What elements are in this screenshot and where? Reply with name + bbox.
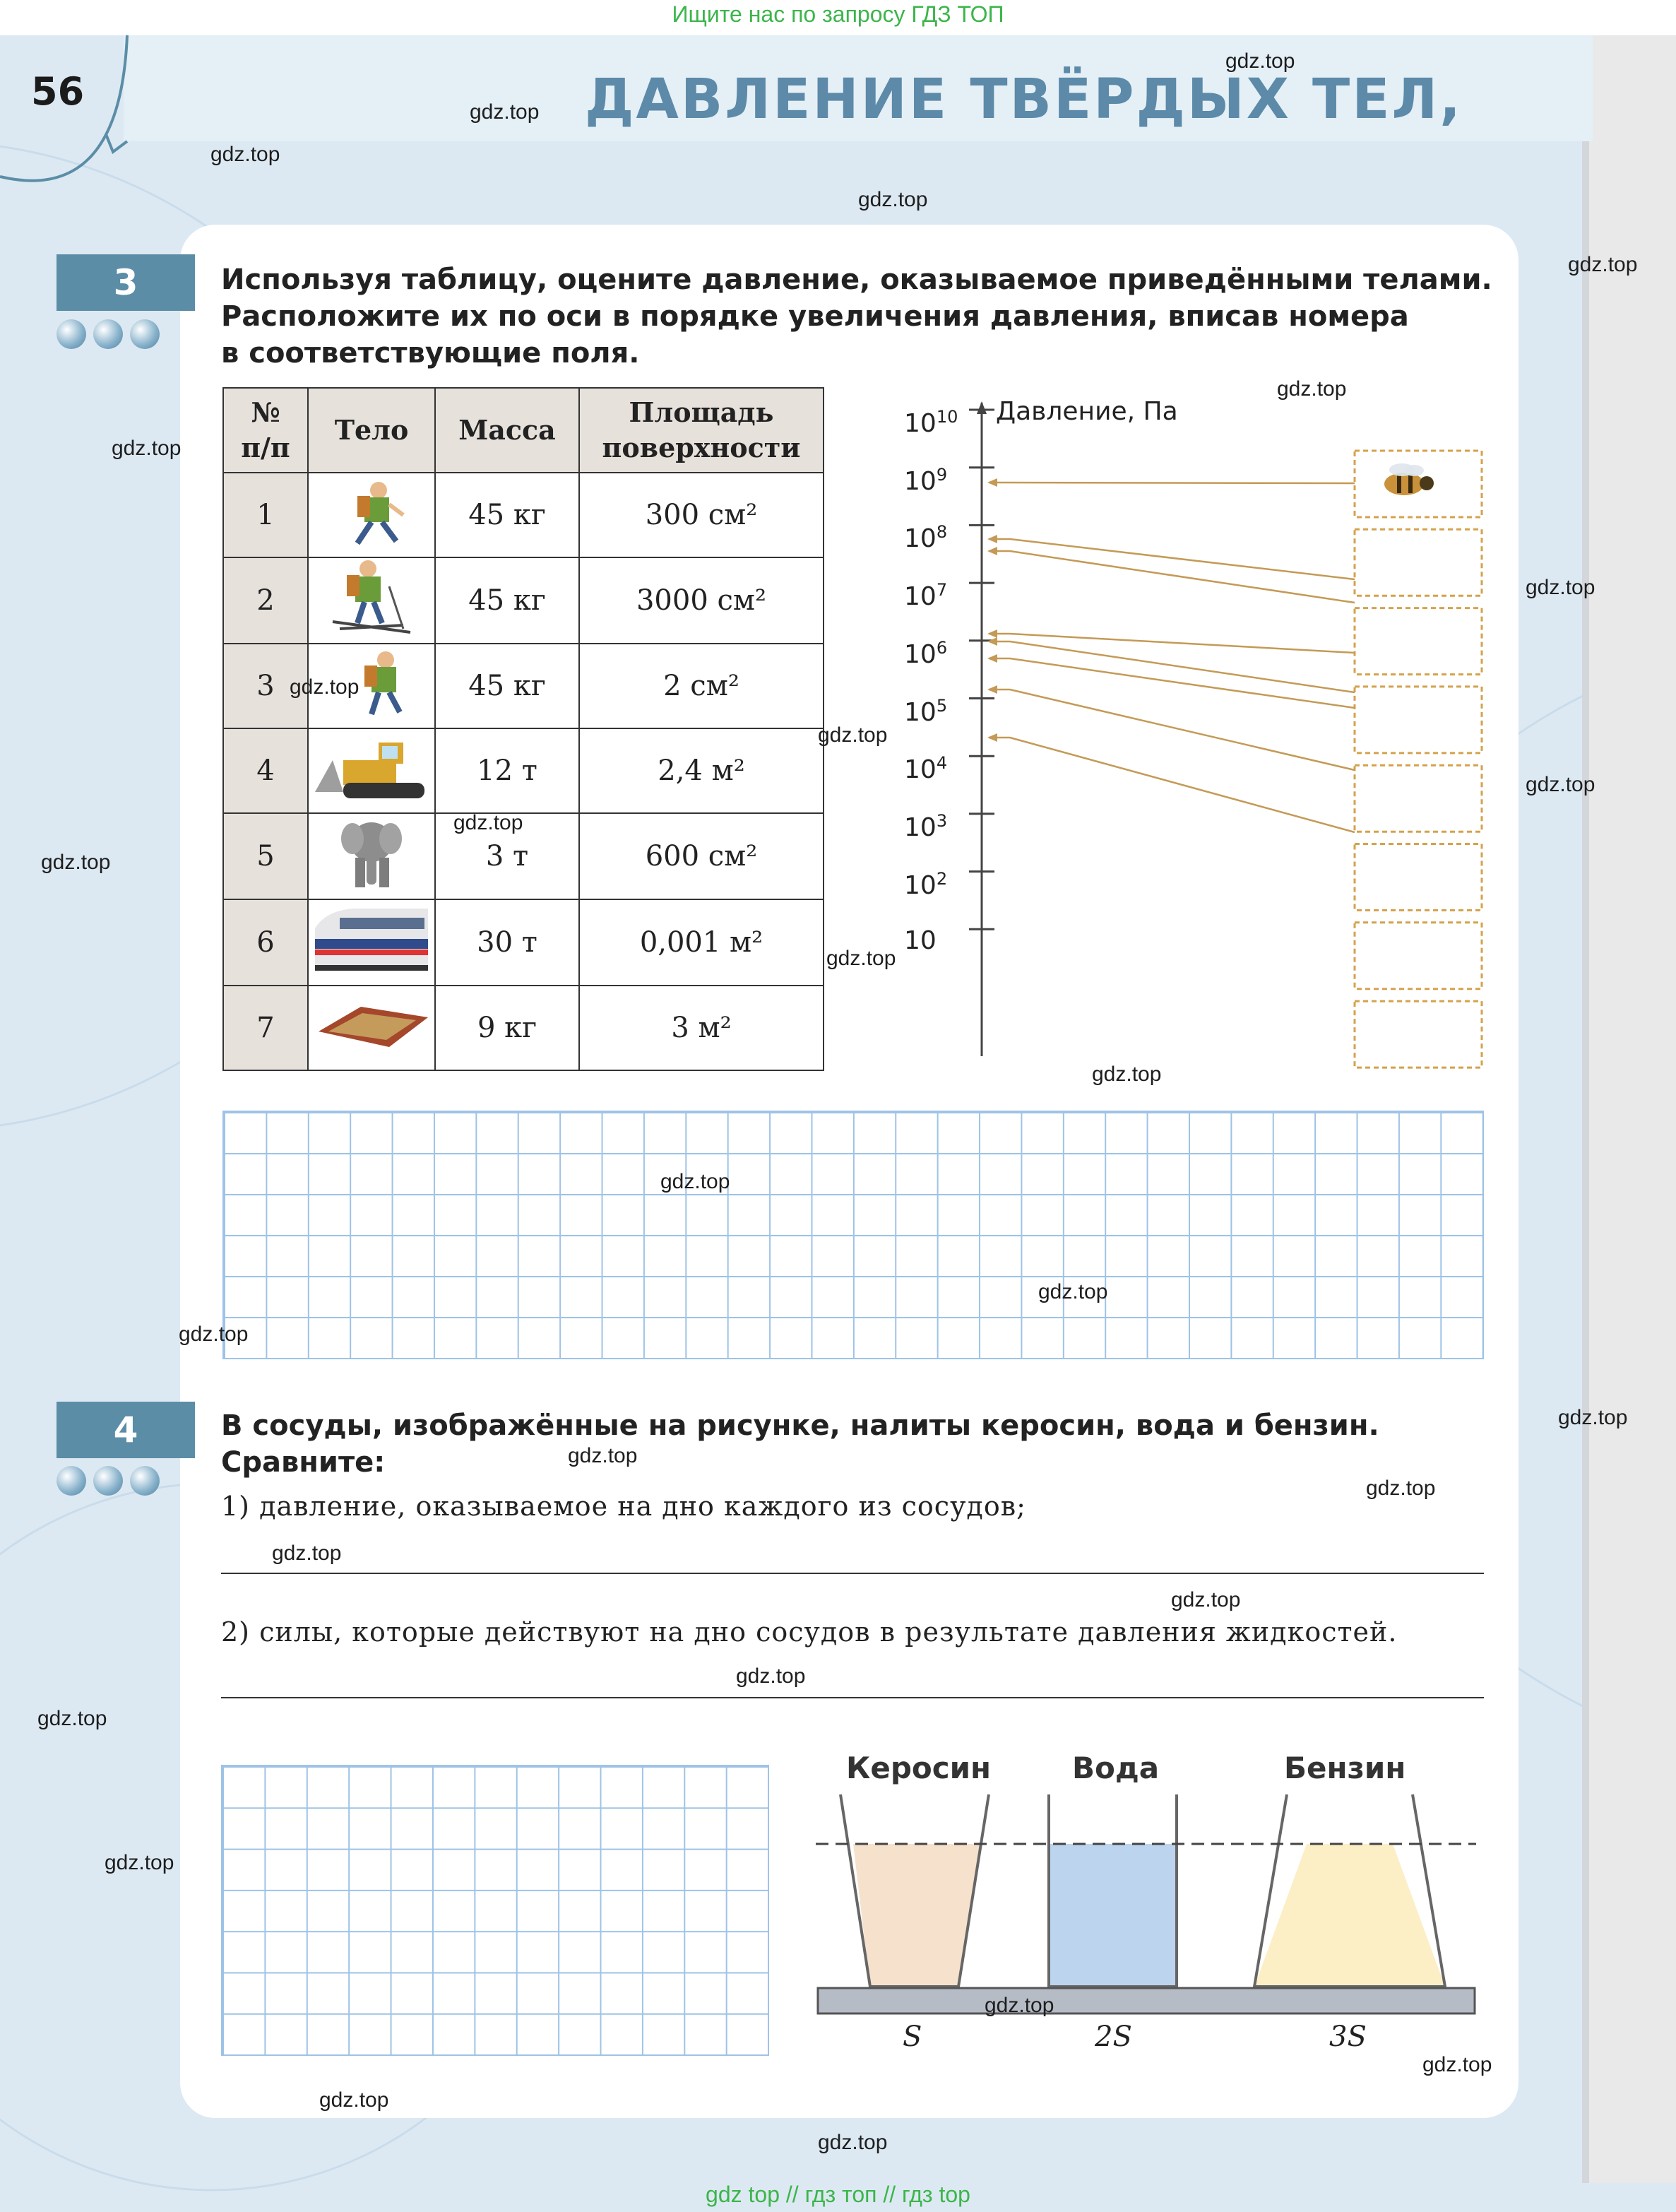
watermark[interactable]: gdz.top	[1568, 253, 1638, 276]
watermark[interactable]: gdz.top	[858, 188, 928, 211]
tick-exponent: 3	[936, 810, 948, 831]
water-liquid	[1050, 1844, 1175, 1987]
bulldozer-icon	[308, 728, 435, 813]
axis-tick-label	[904, 638, 947, 669]
connector-arrowhead-icon	[987, 637, 997, 646]
table-surface	[818, 1988, 1475, 2013]
tick-exponent: 2	[936, 868, 948, 889]
task3-question-line: Расположите их по оси в порядке увеличения давления, вписав номера	[221, 300, 1409, 333]
difficulty-dot-icon	[93, 319, 123, 349]
watermark[interactable]: gdz.top	[179, 1323, 249, 1346]
header-num-line2: п/п	[241, 432, 290, 463]
task3-question-line: в соответствующие поля.	[221, 337, 640, 369]
task3-difficulty-dots	[57, 319, 167, 352]
table-header-row	[223, 388, 824, 473]
difficulty-dot-icon	[57, 319, 86, 349]
watermark[interactable]: gdz.top	[37, 1707, 107, 1730]
answer-box[interactable]	[1355, 687, 1482, 753]
connector-arrowhead-icon	[987, 535, 997, 543]
petrol-liquid	[1254, 1844, 1445, 1987]
row-area: 2 см²	[579, 644, 824, 728]
connector-line	[989, 690, 1355, 770]
row-area: 600 см²	[579, 813, 824, 899]
watermark[interactable]: gdz.top	[1277, 377, 1347, 401]
row-area: 3 м²	[579, 986, 824, 1070]
row-mass: 45 кг	[435, 473, 579, 557]
table-row	[223, 813, 824, 899]
tick-exponent: 7	[936, 580, 948, 601]
tick-base: 10	[904, 466, 937, 496]
row-area: 3000 см²	[579, 557, 824, 644]
vessel-label-kerosene: Керосин	[846, 1751, 992, 1785]
task4-item-2: 2) силы, которые действуют на дно сосудов в результате давления жидкостей.	[221, 1616, 1398, 1648]
watermark[interactable]: gdz.top	[1558, 1406, 1628, 1429]
row-num: 6	[223, 899, 308, 986]
task4-question-line: В сосуды, изображённые на рисунке, налиты керосин, вода и бензин.	[221, 1409, 1379, 1442]
bodies-table	[222, 387, 824, 1071]
row-mass: 45 кг	[435, 644, 579, 728]
axis-label: Давление, Па	[996, 397, 1178, 426]
difficulty-dot-icon	[93, 1466, 123, 1496]
watermark[interactable]: gdz.top	[1092, 1063, 1162, 1086]
watermark[interactable]: gdz.top	[660, 1170, 730, 1193]
watermark[interactable]: gdz.top	[818, 2131, 888, 2154]
task3-question-line: Используя таблицу, оцените давление, оказываемое приведёнными телами.	[221, 264, 1492, 296]
vessels-diagram	[812, 1787, 1483, 2028]
carpet-icon	[308, 986, 435, 1070]
vessel-label-water: Вода	[1072, 1751, 1160, 1785]
row-area: 2,4 м²	[579, 728, 824, 813]
page-edge	[1589, 35, 1676, 2183]
watermark[interactable]: gdz.top	[453, 811, 523, 834]
tick-base: 10	[904, 524, 937, 554]
tick-exponent: 10	[936, 407, 958, 427]
header-num-line1: №	[251, 396, 280, 428]
row-mass: 3 т	[435, 813, 579, 899]
tick-exponent: 5	[936, 695, 948, 716]
connector-arrowhead-icon	[987, 685, 997, 694]
connector-line	[989, 738, 1355, 832]
connector-line	[989, 634, 1355, 653]
walking-tourist-icon	[308, 473, 435, 557]
connector-arrowhead-icon	[987, 654, 997, 663]
axis-tick-label	[904, 580, 947, 611]
tick-base: 10	[904, 409, 937, 438]
difficulty-dot-icon	[130, 319, 160, 349]
row-num: 1	[223, 473, 308, 557]
row-num: 4	[223, 728, 308, 813]
task4-question	[221, 1407, 1379, 1481]
row-num: 3	[223, 644, 308, 728]
task4-difficulty-dots	[57, 1466, 167, 1498]
watermark[interactable]: gdz.top	[41, 851, 111, 874]
watermark[interactable]: gdz.top	[1171, 1588, 1241, 1611]
table-row	[223, 986, 824, 1070]
connector-arrowhead-icon	[987, 547, 997, 555]
connector-arrowhead-icon	[987, 478, 997, 487]
tick-exponent: 6	[936, 637, 948, 658]
watermark[interactable]: gdz.top	[319, 2088, 389, 2112]
task3-answer-grid[interactable]	[222, 1111, 1484, 1359]
task4-question-line: Сравните:	[221, 1446, 386, 1479]
watermark[interactable]: gdz.top	[1526, 576, 1595, 599]
tick-base: 10	[904, 812, 937, 842]
row-area: 300 см²	[579, 473, 824, 557]
watermark[interactable]: gdz.top	[105, 1851, 174, 1874]
answer-box[interactable]	[1355, 1001, 1482, 1067]
row-mass: 30 т	[435, 899, 579, 986]
row-num: 7	[223, 986, 308, 1070]
axis-tick-label	[904, 465, 947, 496]
base-area-petrol: 3S	[1329, 2021, 1367, 2053]
row-mass: 12 т	[435, 728, 579, 813]
tick-exponent: 8	[936, 522, 948, 543]
answer-line-2[interactable]	[221, 1697, 1484, 1698]
axis-tick-label	[904, 522, 947, 553]
elephant-icon	[308, 813, 435, 899]
task4-answer-grid[interactable]	[221, 1765, 769, 2056]
task3-number: 3	[57, 254, 195, 311]
axis-arrow-icon	[977, 401, 987, 414]
answer-box[interactable]	[1355, 608, 1482, 675]
axis-tick-label	[904, 926, 937, 955]
watermark[interactable]: gdz.top	[826, 947, 896, 970]
watermark[interactable]: gdz.top	[272, 1542, 342, 1565]
connector-arrowhead-icon	[987, 733, 997, 742]
train-icon	[308, 899, 435, 986]
tick-base: 10	[904, 755, 937, 785]
watermark[interactable]: gdz.top	[1422, 2053, 1492, 2076]
watermark[interactable]: gdz.top	[210, 143, 280, 166]
top-notice[interactable]: Ищите нас по запросу ГДЗ ТОП	[672, 1, 1004, 27]
table-row	[223, 557, 824, 644]
skier-icon	[308, 557, 435, 644]
table-row	[223, 728, 824, 813]
watermark[interactable]: gdz.top	[1366, 1477, 1436, 1500]
tick-base: 10	[904, 639, 937, 669]
tick-exponent: 9	[936, 464, 948, 485]
answer-box[interactable]	[1355, 529, 1482, 596]
header-num	[223, 388, 308, 473]
watermark[interactable]: gdz.top	[568, 1444, 638, 1467]
watermark[interactable]: gdz.top	[1526, 773, 1595, 796]
axis-tick-label	[904, 811, 947, 842]
page-title: ДАВЛЕНИЕ ТВЁРДЫХ ТЕЛ,	[585, 68, 1463, 131]
answer-box[interactable]	[1355, 923, 1482, 989]
connector-arrowhead-icon	[987, 629, 997, 638]
watermark[interactable]: gdz.top	[985, 1994, 1054, 2017]
table-row	[223, 473, 824, 557]
connector-line	[989, 539, 1355, 579]
axis-tick-label	[904, 407, 958, 438]
row-area: 0,001 м²	[579, 899, 824, 986]
tick-base: 10	[904, 582, 937, 612]
difficulty-dot-icon	[57, 1466, 86, 1496]
watermark[interactable]: gdz.top	[112, 437, 182, 460]
tick-base: 10	[904, 926, 937, 956]
header-area	[579, 388, 824, 473]
bee-icon	[1370, 459, 1448, 509]
answer-box[interactable]	[1355, 844, 1482, 911]
task4-number: 4	[57, 1402, 195, 1458]
row-mass: 9 кг	[435, 986, 579, 1070]
tick-base: 10	[904, 870, 937, 900]
answer-box[interactable]	[1355, 765, 1482, 832]
header-body: Тело	[308, 388, 435, 473]
watermark[interactable]: gdz.top	[1038, 1280, 1108, 1303]
watermark[interactable]: gdz.top	[290, 675, 359, 699]
task3-question	[221, 261, 1492, 372]
base-area-water: 2S	[1095, 2021, 1132, 2053]
footer[interactable]: gdz top // гдз топ // гдз top	[706, 2182, 970, 2207]
row-num: 2	[223, 557, 308, 644]
answer-line-1[interactable]	[221, 1573, 1484, 1574]
watermark[interactable]: gdz.top	[818, 723, 888, 747]
row-num: 5	[223, 813, 308, 899]
watermark[interactable]: gdz.top	[736, 1664, 806, 1688]
vessel-label-petrol: Бензин	[1284, 1751, 1406, 1785]
task4-item-1: 1) давление, оказываемое на дно каждого из сосудов;	[221, 1491, 1026, 1522]
watermark[interactable]: gdz.top	[470, 100, 540, 124]
tick-exponent: 4	[936, 753, 948, 774]
tick-base: 10	[904, 697, 937, 727]
row-mass: 45 кг	[435, 557, 579, 644]
watermark[interactable]: gdz.top	[1225, 49, 1295, 73]
header-mass: Масса	[435, 388, 579, 473]
page-number: 56	[31, 69, 85, 114]
table-row	[223, 899, 824, 986]
header-area-line2: поверхности	[602, 432, 801, 463]
base-area-kerosene: S	[903, 2021, 922, 2053]
header-area-line1: Площадь	[629, 396, 774, 428]
axis-tick-label	[904, 753, 947, 784]
axis-tick-label	[904, 696, 947, 727]
difficulty-dot-icon	[130, 1466, 160, 1496]
axis-tick-label	[904, 869, 947, 900]
